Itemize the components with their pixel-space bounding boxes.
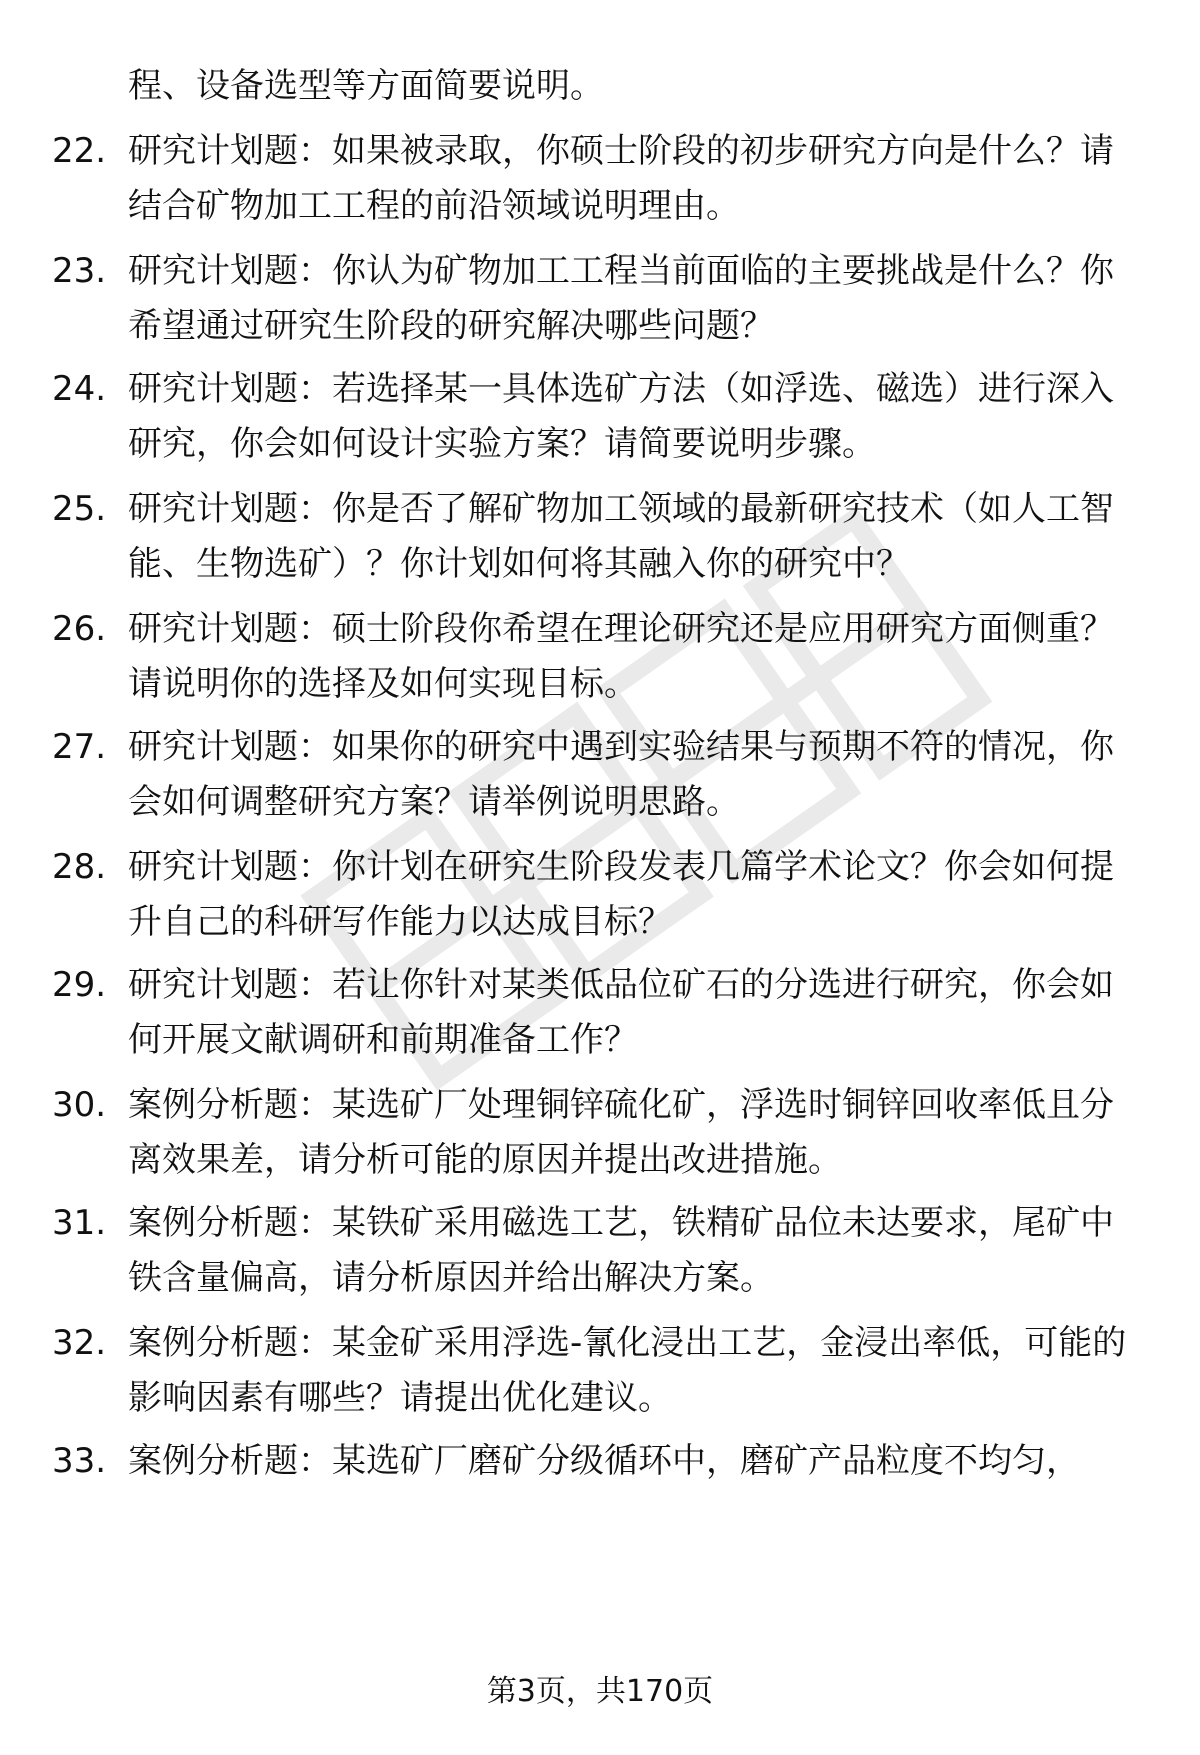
question-item xyxy=(52,1434,1152,1489)
question-number: 22. xyxy=(52,131,107,171)
question-text: 案例分析题：某金矿采用浮选-氰化浸出工艺，金浸出率低，可能的影响因素有哪些？请提出优化建议。 xyxy=(128,1323,1127,1418)
question-item xyxy=(52,840,1152,950)
question-number: 25. xyxy=(52,489,107,529)
question-text: 研究计划题：你是否了解矿物加工领域的最新研究技术（如人工智能、生物选矿）？你计划如何将其融入你的研究中？ xyxy=(128,489,1114,584)
question-text: 研究计划题：你计划在研究生阶段发表几篇学术论文？你会如何提升自己的科研写作能力以达成目标？ xyxy=(128,847,1114,942)
question-number: 31. xyxy=(52,1203,107,1243)
question-number: 28. xyxy=(52,847,107,887)
question-text: 案例分析题：某铁矿采用磁选工艺，铁精矿品位未达要求，尾矿中铁含量偏高，请分析原因并给出解决方案。 xyxy=(128,1203,1114,1298)
question-item xyxy=(52,602,1152,712)
question-item xyxy=(52,1078,1152,1188)
question-item xyxy=(52,720,1152,830)
question-text: 研究计划题：你认为矿物加工工程当前面临的主要挑战是什么？你希望通过研究生阶段的研究解决哪些问题？ xyxy=(128,251,1114,346)
question-number: 26. xyxy=(52,609,107,649)
question-item xyxy=(52,958,1152,1068)
question-number: 33. xyxy=(52,1441,107,1481)
question-number: 32. xyxy=(52,1323,107,1363)
page-number-footer: 第3页，共170页 xyxy=(486,1674,714,1709)
question-item xyxy=(52,1316,1152,1426)
question-text: 案例分析题：某选矿厂磨矿分级循环中，磨矿产品粒度不均匀， xyxy=(128,1441,1080,1481)
question-number: 27. xyxy=(52,727,107,767)
question-item xyxy=(52,482,1152,592)
question-text: 研究计划题：若让你针对某类低品位矿石的分选进行研究，你会如何开展文献调研和前期准备工作？ xyxy=(128,965,1114,1060)
question-number: 30. xyxy=(52,1085,107,1125)
question-item xyxy=(52,362,1152,472)
continued-question-text: 程、设备选型等方面简要说明。 xyxy=(128,66,604,106)
question-item xyxy=(52,124,1152,234)
question-text: 研究计划题：硕士阶段你希望在理论研究还是应用研究方面侧重？请说明你的选择及如何实现目标。 xyxy=(128,609,1114,704)
question-item xyxy=(52,244,1152,354)
question-text: 研究计划题：如果被录取，你硕士阶段的初步研究方向是什么？请结合矿物加工工程的前沿领域说明理由。 xyxy=(128,131,1114,226)
question-text: 研究计划题：若选择某一具体选矿方法（如浮选、磁选）进行深入研究，你会如何设计实验方案？请简要说明步骤。 xyxy=(128,369,1114,464)
question-number: 24. xyxy=(52,369,107,409)
question-number: 29. xyxy=(52,965,107,1005)
question-number: 23. xyxy=(52,251,107,291)
question-text: 案例分析题：某选矿厂处理铜锌硫化矿，浮选时铜锌回收率低且分离效果差，请分析可能的原因并提出改进措施。 xyxy=(128,1085,1114,1180)
question-item xyxy=(52,1196,1152,1306)
question-text: 研究计划题：如果你的研究中遇到实验结果与预期不符的情况，你会如何调整研究方案？请举例说明思路。 xyxy=(128,727,1114,822)
